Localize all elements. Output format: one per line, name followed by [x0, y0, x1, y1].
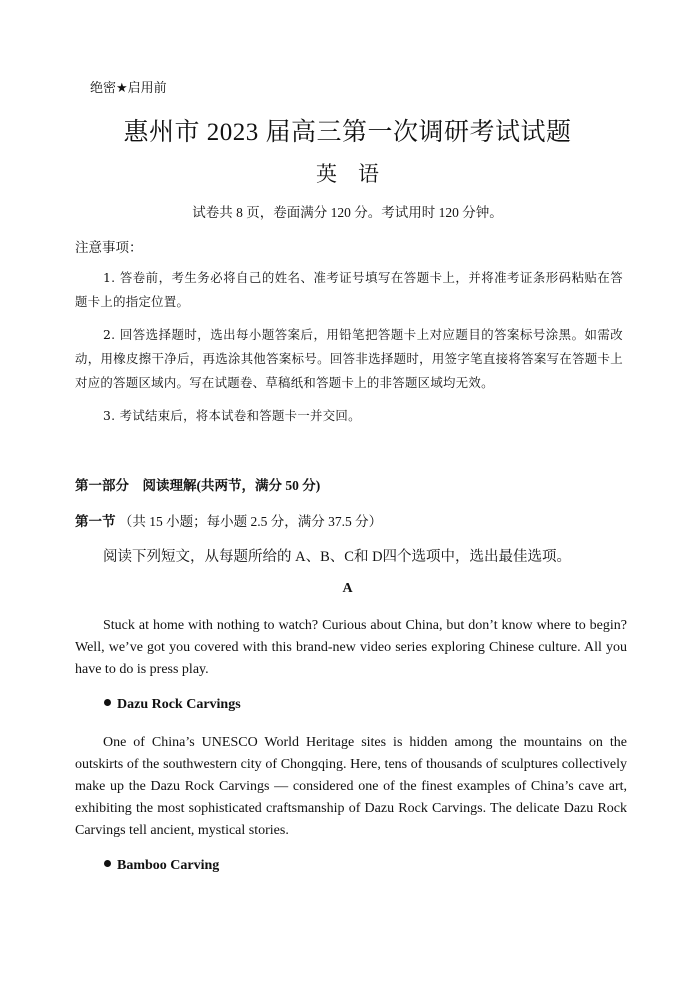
- passage-paragraph: One of China’s UNESCO World Heritage sites is hidden among the mountains on the outskirts of the southwestern city of Chongqing. Here, tens of thousands of sculptures collectively make up the Dazu Rock Carvings — considered one of the finest examples of China’s cave art, exhibiting the most sophisticated craftsmanship of Dazu Rock Carvings. The delicate Dazu Rock Carvings tell ancient, mystical stories.: [75, 735, 627, 838]
- notice-item: 2. 回答选择题时，选出每小题答案后，用铅笔把答题卡上对应题目的答案标号涂黑。如需改动，用橡皮擦干净后，再选涂其他答案标号。回答非选择题时，用签字笔直接将答案写在答题卡上对应的答题区域内。写在试题卷、草稿纸和答题卡上的非答题区域均无效。: [75, 327, 623, 390]
- passage-intro: Stuck at home with nothing to watch? Curious about China, but don’t know where to begin? Well, we’ve got you covered with this brand-new video series exploring Chinese culture. All you have to do is press play.: [75, 618, 627, 677]
- exam-info: 试卷共 8 页，卷面满分 120 分。考试用时 120 分钟。: [192, 205, 503, 220]
- section-description: （共 15 小题；每小题 2.5 分，满分 37.5 分）: [118, 514, 383, 529]
- subject-title: 英 语: [316, 162, 379, 186]
- reading-instruction: 阅读下列短文，从每题所给的 A、B、C和 D四个选项中，选出最佳选项。: [103, 549, 572, 565]
- bullet-icon: [104, 699, 111, 706]
- section-label: 第一节: [75, 514, 116, 529]
- confidential-label: 绝密★启用前: [90, 81, 167, 96]
- heading-text: Dazu Rock Carvings: [117, 697, 241, 712]
- passage-heading-bamboo: [104, 858, 219, 874]
- notice-item: 3. 考试结束后，将本试卷和答题卡一并交回。: [103, 408, 361, 423]
- exam-title: 惠州市 2023 届高三第一次调研考试试题: [123, 119, 572, 146]
- section-header: [75, 510, 382, 530]
- bullet-icon: [104, 860, 111, 867]
- notice-item: 1. 答卷前，考生务必将自己的姓名、准考证号填写在答题卡上，并将准考证条形码粘贴在答题卡上的指定位置。: [75, 270, 623, 309]
- passage-heading-dazu: [104, 697, 241, 713]
- part-title: 第一部分 阅读理解(共两节，满分 50 分): [75, 478, 321, 493]
- passage-letter: A: [342, 581, 353, 596]
- notice-heading: 注意事项：: [75, 240, 143, 255]
- heading-text: Bamboo Carving: [117, 858, 220, 873]
